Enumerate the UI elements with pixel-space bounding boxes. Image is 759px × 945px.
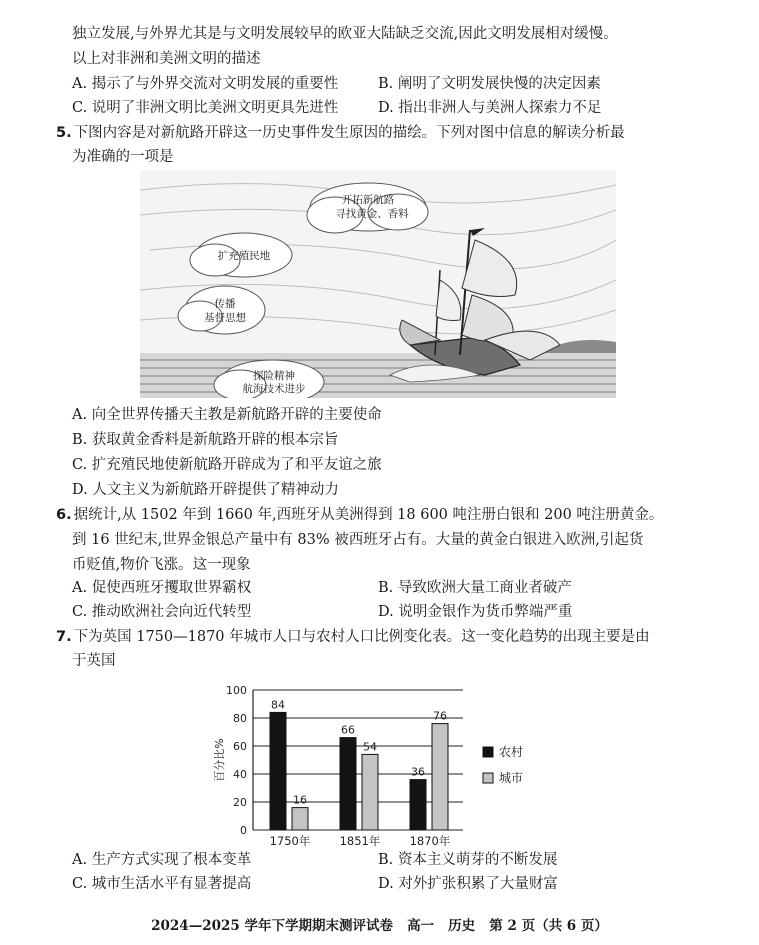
q7-option-d[interactable]: D. 对外扩张积累了大量财富	[378, 876, 558, 892]
legend-swatch	[483, 747, 493, 757]
data-label: 76	[433, 709, 447, 723]
bar	[410, 780, 426, 830]
y-tick-label: 100	[226, 684, 247, 697]
population-ratio-chart	[205, 678, 545, 848]
cloud-label-spread-2: 基督思想	[204, 312, 246, 324]
legend-swatch	[483, 773, 493, 783]
q5-number: 5.	[56, 125, 72, 141]
bar	[340, 738, 356, 830]
legend-label: 农村	[499, 745, 524, 759]
chart-svg	[205, 678, 545, 848]
q7-option-a[interactable]: A. 生产方式实现了根本变革	[72, 852, 252, 868]
y-tick-label: 20	[233, 796, 247, 809]
cloud-label-exploration: 探险精神	[253, 370, 295, 382]
cloud-label-navigation: 航海技术进步	[242, 383, 306, 395]
new-sea-route-illustration	[140, 170, 616, 398]
q7-option-c[interactable]: C. 城市生活水平有显著提高	[72, 876, 252, 892]
q6-stem-line-2: 到 16 世纪末,世界金银总产量中有 83% 被西班牙占有。大量的黄金白银进入欧洲,引起货	[72, 532, 644, 548]
q5-option-a[interactable]: A. 向全世界传播天主教是新航路开辟的主要使命	[72, 407, 382, 423]
q6-option-d[interactable]: D. 说明金银作为货币弊端严重	[378, 604, 573, 620]
y-tick-label: 60	[233, 740, 247, 753]
q5-option-b[interactable]: B. 获取黄金香料是新航路开辟的根本宗旨	[72, 432, 339, 448]
q4-option-a[interactable]: A. 揭示了与外界交流对文明发展的重要性	[72, 76, 339, 92]
q4-option-d[interactable]: D. 指出非洲人与美洲人探索力不足	[378, 100, 602, 116]
intro-line-2: 以上对非洲和美洲文明的描述	[72, 51, 261, 67]
q4-option-b[interactable]: B. 阐明了文明发展快慢的决定因素	[378, 76, 601, 92]
bar	[292, 808, 308, 830]
q5-option-c[interactable]: C. 扩充殖民地使新航路开辟成为了和平友谊之旅	[72, 457, 382, 473]
legend-label: 城市	[499, 771, 524, 785]
illustration-svg	[140, 170, 616, 398]
bar	[270, 712, 286, 830]
q7-option-b[interactable]: B. 资本主义萌芽的不断发展	[378, 852, 558, 868]
q6-stem-line-3: 币贬值,物价飞涨。这一现象	[72, 557, 251, 573]
bar	[432, 724, 448, 830]
bar	[362, 754, 378, 830]
q4-option-c[interactable]: C. 说明了非洲文明比美洲文明更具先进性	[72, 100, 339, 116]
data-label: 84	[271, 698, 285, 712]
q7-stem-line-1: 7. 下为英国 1750—1870 年城市人口与农村人口比例变化表。这一变化趋势的出现主要是由	[56, 629, 650, 645]
y-axis-label: 百分比%	[213, 738, 226, 782]
q5-stem-line-1: 5. 下图内容是对新航路开辟这一历史事件发生原因的描绘。下列对图中信息的解读分析最	[56, 125, 625, 141]
q6-option-a[interactable]: A. 促使西班牙攫取世界霸权	[72, 580, 252, 596]
data-label: 36	[411, 765, 425, 779]
cloud-label-gold-spice: 寻找黄金、香料	[335, 208, 409, 220]
q6-number: 6.	[56, 507, 72, 523]
page-footer: 2024—2025 学年下学期期末测评试卷 高一 历史 第 2 页（共 6 页）	[151, 918, 608, 934]
intro-line-1: 独立发展,与外界尤其是与文明发展较早的欧亚大陆缺乏交流,因此文明发展相对缓慢。	[72, 26, 618, 42]
data-label: 54	[363, 740, 377, 754]
x-tick-label: 1750年	[269, 834, 311, 848]
q7-stem-line-2: 于英国	[72, 653, 116, 669]
y-tick-label: 40	[233, 768, 247, 781]
x-tick-label: 1851年	[339, 834, 381, 848]
q6-option-c[interactable]: C. 推动欧洲社会向近代转型	[72, 604, 252, 620]
cloud-label-colonies: 扩充殖民地	[217, 250, 271, 262]
data-label: 16	[293, 793, 307, 807]
q6-option-b[interactable]: B. 导致欧洲大量工商业者破产	[378, 580, 572, 596]
cloud-label-spread-1: 传播	[214, 298, 236, 310]
q7-number: 7.	[56, 629, 72, 645]
y-tick-label: 0	[240, 824, 247, 837]
cloud-label-sea-route: 开拓新航路	[341, 194, 395, 206]
q6-stem-line-1: 6. 据统计,从 1502 年到 1660 年,西班牙从美洲得到 18 600 吨注册白银和 200 吨注册黄金。	[56, 507, 664, 523]
y-tick-label: 80	[233, 712, 247, 725]
q5-stem-line-2: 为准确的一项是	[72, 149, 174, 165]
q5-option-d[interactable]: D. 人文主义为新航路开辟提供了精神动力	[72, 482, 339, 498]
data-label: 66	[341, 723, 355, 737]
x-tick-label: 1870年	[409, 834, 451, 848]
